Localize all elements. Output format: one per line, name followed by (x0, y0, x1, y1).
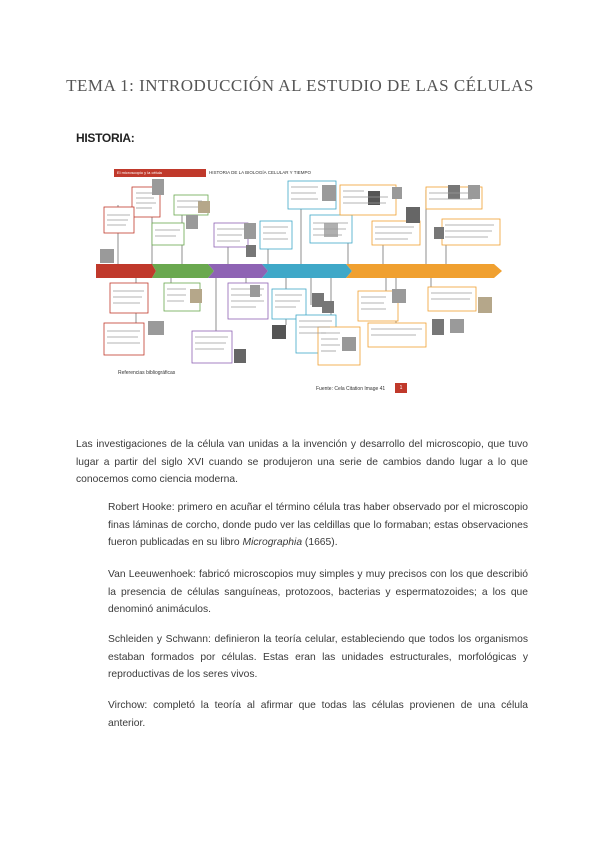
micrographia-title: Micrographia (242, 537, 303, 548)
leeuwenhoek-paragraph: Van Leeuwenhoek: fabricó microscopios muy simples y muy precisos con los que describió la presencia de células sanguíneas, protozoos, bacterias y espermatozoides; a los que denominó animáculos. (108, 569, 528, 615)
hooke-paragraph (108, 499, 528, 552)
figure-top-heading: HISTORIA DE LA BIOLOGÍA CELULAR Y TIEMPO (209, 170, 311, 175)
figure-page-number: 1 (395, 383, 407, 393)
figure-source: Fuente: Cela Citation Image 41 (316, 386, 386, 392)
section-heading: HISTORIA: (76, 131, 135, 145)
timeline-figure (96, 165, 504, 395)
timeline-graphic (96, 165, 504, 395)
figure-caption: Referencias bibliográficas (118, 370, 176, 376)
hooke-year: (1665). (302, 537, 338, 548)
hooke-text: Robert Hooke: primero en acuñar el término célula tras haber observado por el microscopio finas láminas de corcho, donde pudo ver las celdillas que lo formaban; estas observaciones fueron publicadas en su libro (108, 502, 528, 548)
figure-top-banner: El microscopio y la célula (114, 169, 206, 177)
schleiden-schwann-paragraph: Schleiden y Schwann: definieron la teoría celular, estableciendo que todos los organismos estaban formados por células. Estas eran las unidades estructurales, morfológicas y reproductivas de los seres vivos. (108, 634, 528, 680)
page-title: TEMA 1: INTRODUCCIÓN AL ESTUDIO DE LAS CÉLULAS (66, 76, 534, 95)
virchow-paragraph: Virchow: completó la teoría al afirmar que todas las células provienen de una célula anterior. (108, 700, 528, 729)
intro-paragraph: Las investigaciones de la célula van unidas a la invención y desarrollo del microscopio, que tuvo lugar a partir del siglo XVI cuando se produjeron una serie de cambios dando lugar a lo que conocemos como ciencia moderna. (76, 439, 528, 485)
